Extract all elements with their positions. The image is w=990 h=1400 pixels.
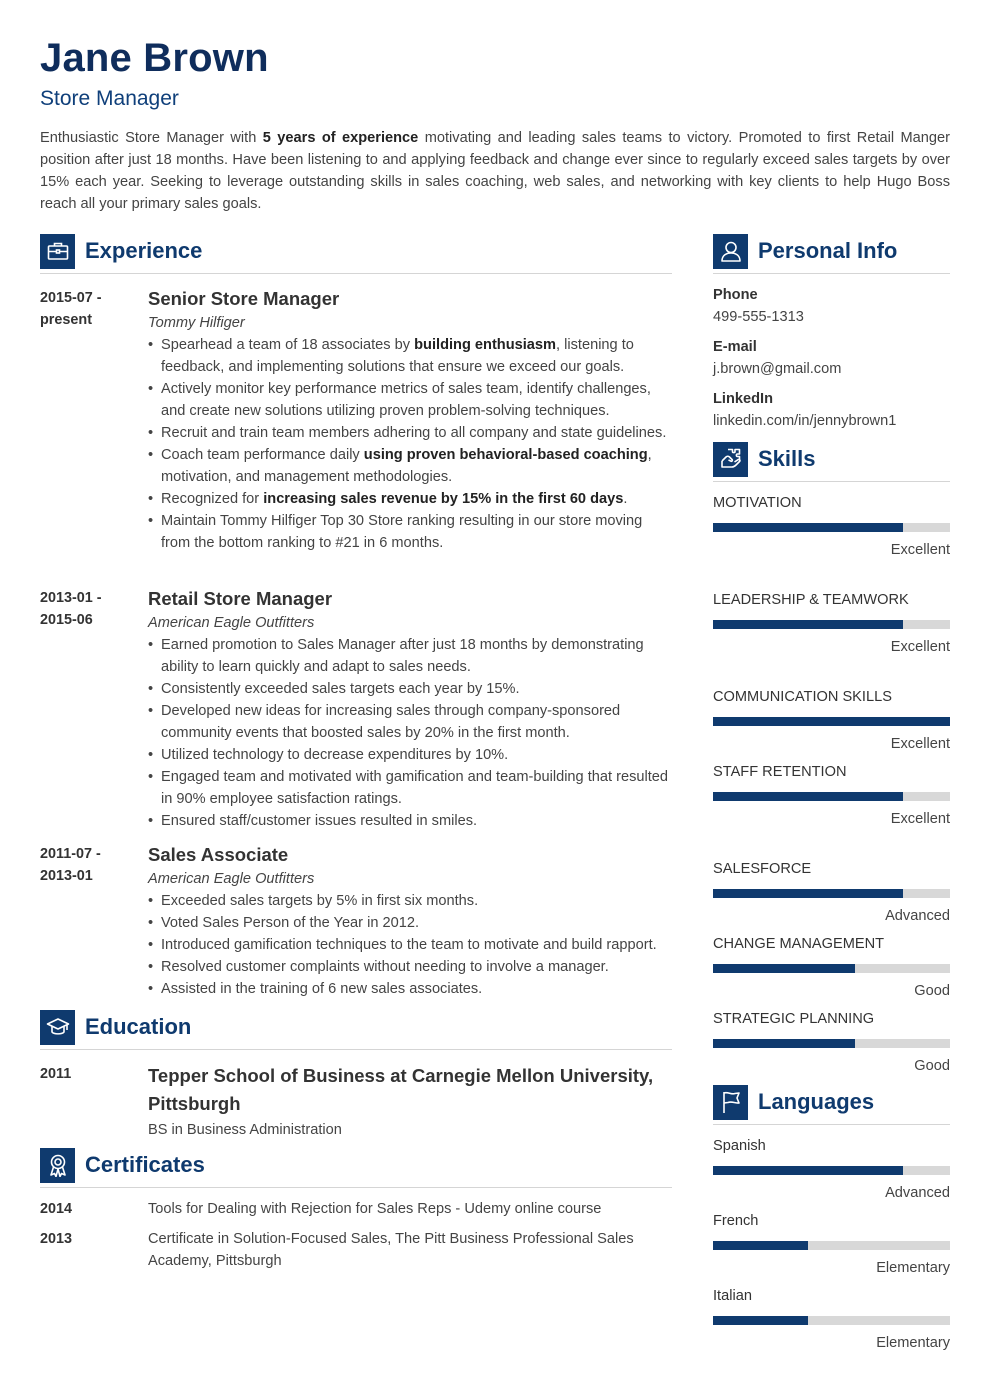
- phone-label: Phone: [713, 287, 758, 303]
- duty-highlight: building enthusiasm: [414, 337, 557, 353]
- skills-title: Skills: [758, 446, 816, 471]
- skill-level: Good: [914, 1058, 950, 1074]
- skill-item: [713, 493, 950, 560]
- language-level: Elementary: [876, 1335, 950, 1351]
- skill-item: [713, 859, 950, 926]
- job-duties: [148, 890, 672, 1000]
- date-start: 2015-07 -: [40, 290, 102, 306]
- skill-level: Excellent: [890, 736, 950, 752]
- duty-text: Spearhead a team of 18 associates by: [161, 337, 415, 353]
- duty-text: Maintain Tommy Hilfiger Top 30 Store ranking resulting in our store moving from the bottom ranking to #21 in 6 months.: [161, 513, 643, 551]
- linkedin-value[interactable]: linkedin.com/in/jennybrown1: [713, 413, 897, 429]
- graduation-cap-icon: [40, 1010, 75, 1045]
- duty-text: Ensured staff/customer issues resulted in smiles.: [161, 813, 478, 829]
- flag-icon: [713, 1085, 748, 1120]
- skill-name: STRATEGIC PLANNING: [713, 1011, 875, 1027]
- duty-item: [148, 510, 672, 554]
- language-item: [713, 1211, 950, 1278]
- date-start: 2011-07 -: [40, 846, 101, 862]
- skill-bar-fill: [713, 889, 903, 898]
- skill-bar: [713, 620, 950, 629]
- duty-text: Voted Sales Person of the Year in 2012.: [161, 915, 420, 931]
- language-name: Spanish: [713, 1138, 766, 1154]
- skill-item: [713, 590, 950, 657]
- language-bar-fill: [713, 1166, 903, 1175]
- skill-level: Excellent: [890, 639, 950, 655]
- puzzle-hand-icon: [713, 442, 748, 477]
- duty-item: [148, 978, 672, 1000]
- education-year: 2011: [40, 1066, 72, 1082]
- education-title: Education: [85, 1014, 192, 1039]
- skill-bar: [713, 717, 950, 726]
- language-bar-fill: [713, 1241, 808, 1250]
- skill-bar-fill: [713, 620, 903, 629]
- skill-name: CHANGE MANAGEMENT: [713, 936, 885, 952]
- degree: BS in Business Administration: [148, 1122, 342, 1138]
- language-bar: [713, 1316, 950, 1325]
- duty-item: [148, 488, 672, 510]
- email-label: E-mail: [713, 339, 757, 355]
- duty-item: [148, 810, 672, 832]
- languages-title: Languages: [758, 1089, 875, 1114]
- language-name: Italian: [713, 1288, 752, 1304]
- skill-bar: [713, 1039, 950, 1048]
- duty-item: [148, 934, 672, 956]
- duty-highlight: increasing sales revenue by 15% in the first 60 days: [263, 491, 624, 507]
- certificates-heading: [40, 1145, 205, 1185]
- duty-highlight: using proven behavioral-based coaching: [363, 447, 648, 463]
- language-item: [713, 1136, 950, 1203]
- skill-name: COMMUNICATION SKILLS: [713, 689, 892, 705]
- skill-level: Excellent: [890, 811, 950, 827]
- duty-item: [148, 890, 672, 912]
- duty-item: [148, 956, 672, 978]
- duty-text: Coach team performance daily: [161, 447, 364, 463]
- duty-text: Developed new ideas for increasing sales through company-sponsored community events that boosted sales by 20% in the first month.: [161, 703, 621, 741]
- duty-text: Resolved customer complaints without needing to involve a manager.: [161, 959, 609, 975]
- job-role: Retail Store Manager: [148, 588, 333, 609]
- skill-bar-fill: [713, 964, 855, 973]
- job-role: Senior Store Manager: [148, 288, 340, 309]
- skill-bar-fill: [713, 792, 903, 801]
- date-start: 2013-01 -: [40, 590, 102, 606]
- email-value[interactable]: j.brown@gmail.com: [713, 361, 842, 377]
- section-divider: [713, 481, 950, 482]
- duty-text: Utilized technology to decrease expenditures by 10%.: [161, 747, 509, 763]
- duty-item: [148, 634, 672, 678]
- job-role: Sales Associate: [148, 844, 289, 865]
- skill-level: Excellent: [890, 542, 950, 558]
- duty-text: , listening to feedback, and implementing solutions that ensure we exceed our goals.: [161, 337, 634, 375]
- duty-text: Earned promotion to Sales Manager after just 18 months by demonstrating ability to learn quickly and adapt to sales needs.: [161, 637, 644, 675]
- skill-item: [713, 1009, 950, 1076]
- date-end: 2013-01: [40, 868, 93, 884]
- duty-text: Assisted in the training of 6 new sales associates.: [161, 981, 483, 997]
- linkedin-label: LinkedIn: [713, 391, 773, 407]
- duty-item: [148, 378, 672, 422]
- skill-item: [713, 687, 950, 754]
- candidate-name: Jane Brown: [40, 36, 269, 80]
- certificate-name: Tools for Dealing with Rejection for Sales Reps - Udemy online course: [148, 1201, 602, 1217]
- certificate-year: 2013: [40, 1231, 73, 1247]
- education-heading: [40, 1007, 191, 1047]
- language-bar: [713, 1241, 950, 1250]
- personal-info-heading: [713, 231, 897, 271]
- skills-heading: [713, 439, 815, 479]
- school-name: Tepper School of Business at Carnegie Mellon University, Pittsburgh: [148, 1065, 654, 1114]
- duty-text: Recognized for: [161, 491, 264, 507]
- skill-bar: [713, 792, 950, 801]
- certificates-title: Certificates: [85, 1152, 205, 1177]
- language-bar: [713, 1166, 950, 1175]
- duty-item: [148, 912, 672, 934]
- certificate-year: 2014: [40, 1201, 73, 1217]
- languages-heading: [713, 1082, 874, 1122]
- skill-item: [713, 762, 950, 829]
- skill-level: Advanced: [885, 908, 950, 924]
- entry-date: [40, 843, 140, 887]
- experience-heading: [40, 231, 202, 271]
- entry-date: [40, 287, 140, 331]
- job-duties: [148, 634, 672, 832]
- duty-item: [148, 678, 672, 700]
- skill-name: LEADERSHIP & TEAMWORK: [713, 592, 909, 608]
- phone-value[interactable]: 499-555-1313: [713, 309, 804, 325]
- date-end: 2015-06: [40, 612, 93, 628]
- duty-text: Recruit and train team members adhering to all company and state guidelines.: [161, 425, 667, 441]
- skill-name: MOTIVATION: [713, 495, 802, 511]
- skill-bar: [713, 523, 950, 532]
- profile-summary: [40, 127, 950, 215]
- duty-text: Exceeded sales targets by 5% in first six months.: [161, 893, 479, 909]
- skill-name: SALESFORCE: [713, 861, 812, 877]
- language-level: Advanced: [885, 1185, 950, 1201]
- job-company: American Eagle Outfitters: [148, 615, 315, 631]
- skill-item: [713, 934, 950, 1001]
- language-name: French: [713, 1213, 759, 1229]
- section-divider: [40, 1187, 672, 1188]
- language-level: Elementary: [876, 1260, 950, 1276]
- duty-item: [148, 700, 672, 744]
- duty-item: [148, 444, 672, 488]
- language-bar-fill: [713, 1316, 808, 1325]
- job-company: American Eagle Outfitters: [148, 871, 315, 887]
- duty-text: Actively monitor key performance metrics of sales team, identify challenges, and create new solutions utilizing proven problem-solving techniques.: [161, 381, 651, 419]
- section-divider: [40, 1049, 672, 1050]
- skill-bar-fill: [713, 1039, 855, 1048]
- duty-text: .: [623, 491, 628, 507]
- award-ribbon-icon: [40, 1148, 75, 1183]
- user-icon: [713, 234, 748, 269]
- duty-item: [148, 744, 672, 766]
- summary-text: motivating and leading sales teams to victory. Promoted to first Retail Manger position after just 18 months. Have been listening to and applying feedback and change ever since to regularly exceed sales targets by over 15% each year. Seeking to leverage outstanding skills in sales coaching, web sales, and networking with key clients to help Hugo Boss reach all your primary sales goals.: [40, 130, 950, 212]
- briefcase-icon: [40, 234, 75, 269]
- section-divider: [40, 273, 672, 274]
- skill-name: STAFF RETENTION: [713, 764, 847, 780]
- entry-date: [40, 587, 140, 631]
- skill-level: Good: [914, 983, 950, 999]
- duty-text: Introduced gamification techniques to the team to motivate and build rapport.: [161, 937, 657, 953]
- job-duties: [148, 334, 672, 554]
- duty-text: Engaged team and motivated with gamification and team-building that resulted in 90% employee satisfaction ratings.: [161, 769, 669, 807]
- section-divider: [713, 1124, 950, 1125]
- skill-bar-fill: [713, 717, 950, 726]
- duty-item: [148, 766, 672, 810]
- language-item: [713, 1286, 950, 1353]
- certificate-name: Certificate in Solution-Focused Sales, The Pitt Business Professional Sales Academy, Pittsburgh: [148, 1231, 634, 1269]
- candidate-title: Store Manager: [40, 87, 179, 110]
- skill-bar-fill: [713, 523, 903, 532]
- duty-item: [148, 422, 672, 444]
- experience-title: Experience: [85, 238, 203, 263]
- duty-text: Consistently exceeded sales targets each year by 15%.: [161, 681, 520, 697]
- duty-item: [148, 334, 672, 378]
- skill-bar: [713, 964, 950, 973]
- skill-bar: [713, 889, 950, 898]
- date-end: present: [40, 312, 92, 328]
- duty-text: , motivation, and management methodologies.: [161, 447, 652, 485]
- summary-highlight: 5 years of experience: [262, 130, 419, 146]
- summary-text: Enthusiastic Store Manager with: [40, 130, 263, 146]
- job-company: Tommy Hilfiger: [148, 315, 245, 331]
- section-divider: [713, 273, 950, 274]
- personal-info-title: Personal Info: [758, 238, 898, 263]
